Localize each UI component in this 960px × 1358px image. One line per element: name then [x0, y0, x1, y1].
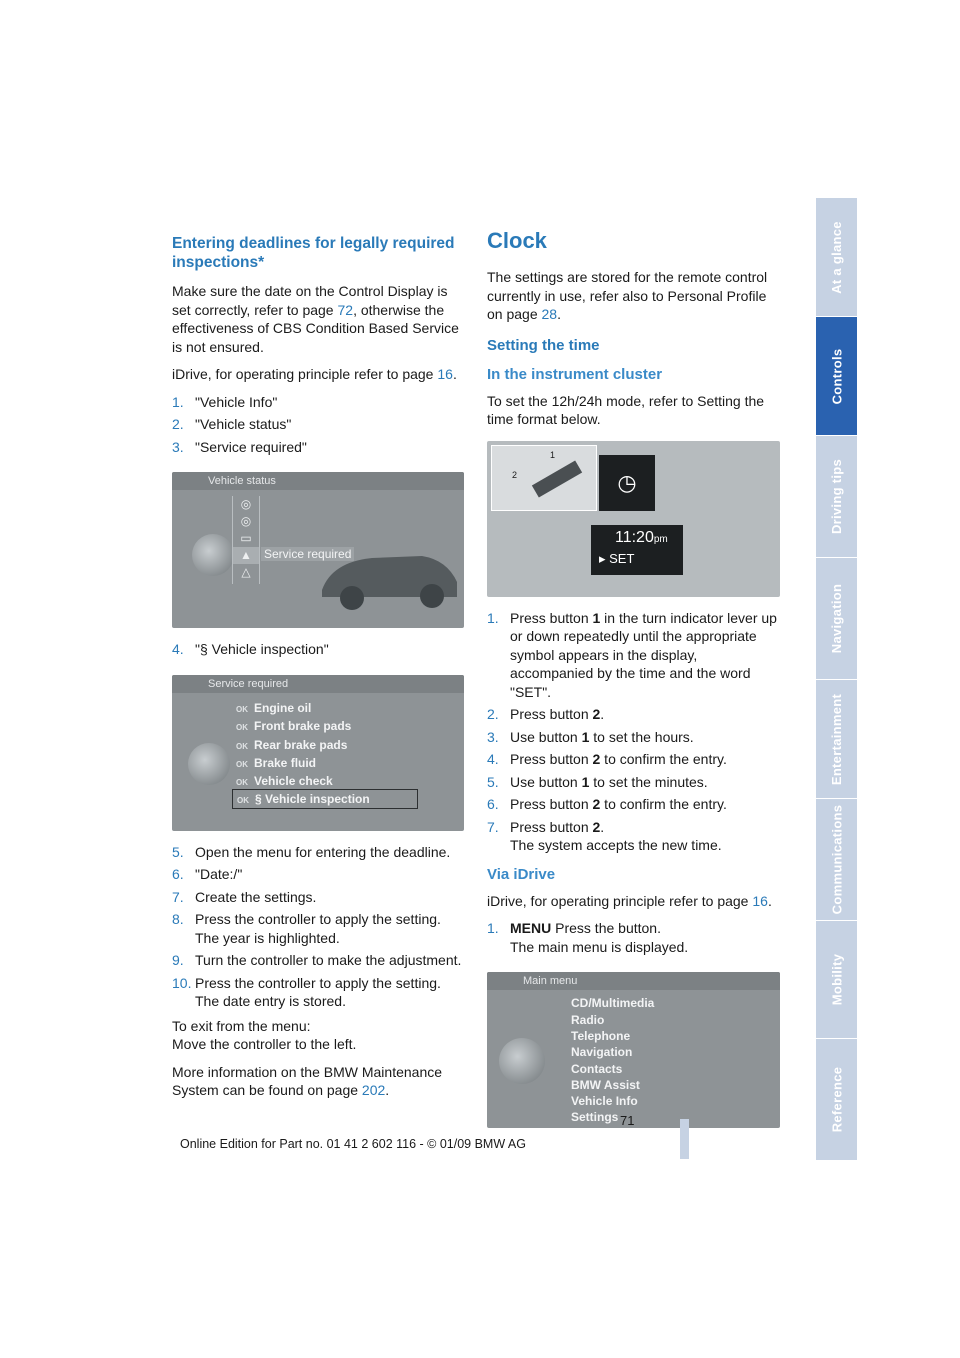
list-item: 6. "Date:/" — [172, 866, 243, 882]
menu-item: BMW Assist — [571, 1078, 640, 1092]
car-illustration — [172, 472, 464, 628]
page-link-202[interactable]: 202 — [361, 1082, 386, 1098]
clock-symbol-display: ◷ — [599, 455, 655, 511]
list-item: 10. Press the controller to apply the setting. The date entry is stored. — [172, 974, 441, 1009]
page-link-72[interactable]: 72 — [337, 301, 354, 318]
main-menu-screenshot — [487, 972, 780, 1128]
service-required-screenshot — [172, 675, 464, 831]
right-column — [487, 228, 780, 1140]
car-icon: ▭ — [240, 531, 252, 545]
list-item: 7. Create the settings. — [172, 888, 317, 905]
page-link-16[interactable]: 16 — [752, 892, 768, 909]
menu-item: OK Brake fluid — [236, 755, 317, 770]
footer-marker — [680, 1119, 689, 1159]
lever-inset — [491, 445, 597, 511]
tab-reference[interactable]: Reference — [816, 1039, 857, 1161]
tab-communications[interactable]: Communications — [816, 799, 857, 921]
tire-pressure-icon: ◎ — [240, 497, 252, 511]
left-column — [172, 228, 464, 1109]
tab-entertainment[interactable]: Entertainment — [816, 680, 857, 799]
vehicle-status-screenshot — [172, 472, 464, 628]
list-item: 1. MENU Press the button. The main menu is displayed. — [487, 920, 689, 955]
tab-controls[interactable]: Controls — [816, 317, 857, 436]
steps-list-b — [172, 843, 464, 1011]
list-item: 8. Press the controller to apply the setting. The year is highlighted. — [172, 911, 441, 946]
button-label-2: 2 — [512, 469, 518, 480]
page-link-28[interactable]: 28 — [541, 306, 558, 322]
menu-item: OK Vehicle check — [236, 773, 333, 788]
clock-steps — [487, 609, 780, 855]
list-item: 2. "Vehicle status" — [172, 416, 292, 432]
page-link-16[interactable]: 16 — [437, 366, 453, 382]
list-item: 7. Press button 2. The system accepts the new time. — [487, 818, 722, 853]
menu-item: CD/Multimedia — [571, 996, 655, 1010]
menu-item: OK Rear brake pads — [236, 737, 348, 752]
list-item: 9. Turn the controller to make the adjustment. — [172, 952, 462, 968]
page-number: 71 — [620, 1113, 635, 1128]
setting-time-heading: Setting the time — [487, 336, 600, 354]
idrive-reference: iDrive, for operating principle refer to page 16. — [172, 366, 457, 382]
steps-list-a — [172, 393, 464, 457]
clock-title: Clock — [487, 228, 547, 253]
tire-pressure-icon: ◎ — [240, 514, 252, 528]
menu-item: OK Engine oil — [236, 700, 312, 715]
idrive-reference: iDrive, for operating principle refer to page 16. — [487, 892, 772, 909]
list-item: 1. Press button 1 in the turn indicator lever up or down repeatedly until the appropriate symbol appears in the display, accompanied by the time and the word "SET". — [487, 609, 777, 700]
exit-instructions: To exit from the menu: Move the controller to the left. — [172, 1017, 357, 1052]
menu-item-selected: OK § Vehicle inspection — [232, 789, 418, 809]
section-heading-inspections: Entering deadlines for legally required inspections* — [172, 235, 455, 271]
service-icon: ▲ — [233, 547, 259, 564]
time-display: 11:20pm ▸ SET — [591, 525, 683, 575]
list-item: 2. Press button 2. — [487, 706, 605, 722]
menu-item: Radio — [571, 1013, 605, 1027]
cluster-intro: To set the 12h/24h mode, refer to Setting the time format below. — [487, 392, 765, 427]
list-item: 4. "§ Vehicle inspection" — [172, 641, 329, 657]
tab-navigation[interactable]: Navigation — [816, 558, 857, 680]
list-item: 4. Press button 2 to confirm the entry. — [487, 751, 727, 767]
screen-title: Main menu — [487, 972, 780, 990]
tab-driving-tips[interactable]: Driving tips — [816, 436, 857, 558]
menu-item: Vehicle Info — [571, 1094, 638, 1108]
menu-button-glyph: MENU — [510, 920, 552, 936]
menu-item: Telephone — [571, 1029, 631, 1043]
service-required-highlight: Service required — [261, 547, 354, 561]
controller-knob — [499, 1038, 545, 1084]
menu-item: OK Front brake pads — [236, 718, 352, 733]
menu-item: Settings — [571, 1110, 619, 1124]
button-label-1: 1 — [550, 449, 556, 460]
menu-item: Contacts — [571, 1062, 623, 1076]
via-idrive-heading: Via iDrive — [487, 865, 556, 883]
warning-icon: △ — [241, 565, 251, 579]
controller-knob — [188, 743, 230, 785]
chapter-sidebar — [816, 198, 857, 1160]
instrument-cluster-heading: In the instrument cluster — [487, 365, 663, 383]
list-item: 1. "Vehicle Info" — [172, 393, 278, 410]
instrument-cluster-image — [487, 441, 780, 597]
list-item: 6. Press button 2 to confirm the entry. — [487, 796, 727, 812]
menu-item: Navigation — [571, 1045, 633, 1059]
list-item: 5. Open the menu for entering the deadline. — [172, 843, 451, 860]
footer-edition-text: Online Edition for Part no. 01 41 2 602 116 - © 01/09 BMW AG — [180, 1137, 526, 1151]
tab-mobility[interactable]: Mobility — [816, 921, 857, 1039]
tab-at-a-glance[interactable]: At a glance — [816, 198, 857, 317]
clock-intro: The settings are stored for the remote control currently in use, refer also to Personal Profile on page 28. — [487, 269, 768, 322]
screen-title: Service required — [172, 675, 464, 693]
intro-paragraph: Make sure the date on the Control Display is set correctly, refer to page 72, otherwise the effectiveness of CBS Condition Based Service is not ensured. — [172, 283, 459, 355]
list-item: 3. "Service required" — [172, 438, 307, 455]
steps-list-4 — [172, 640, 464, 659]
more-info: More information on the BMW Maintenance System can be found on page 202. — [172, 1063, 443, 1098]
list-item: 3. Use button 1 to set the hours. — [487, 728, 694, 745]
menu-steps — [487, 919, 780, 956]
screen-title: Vehicle status — [172, 472, 464, 490]
list-item: 5. Use button 1 to set the minutes. — [487, 773, 708, 790]
